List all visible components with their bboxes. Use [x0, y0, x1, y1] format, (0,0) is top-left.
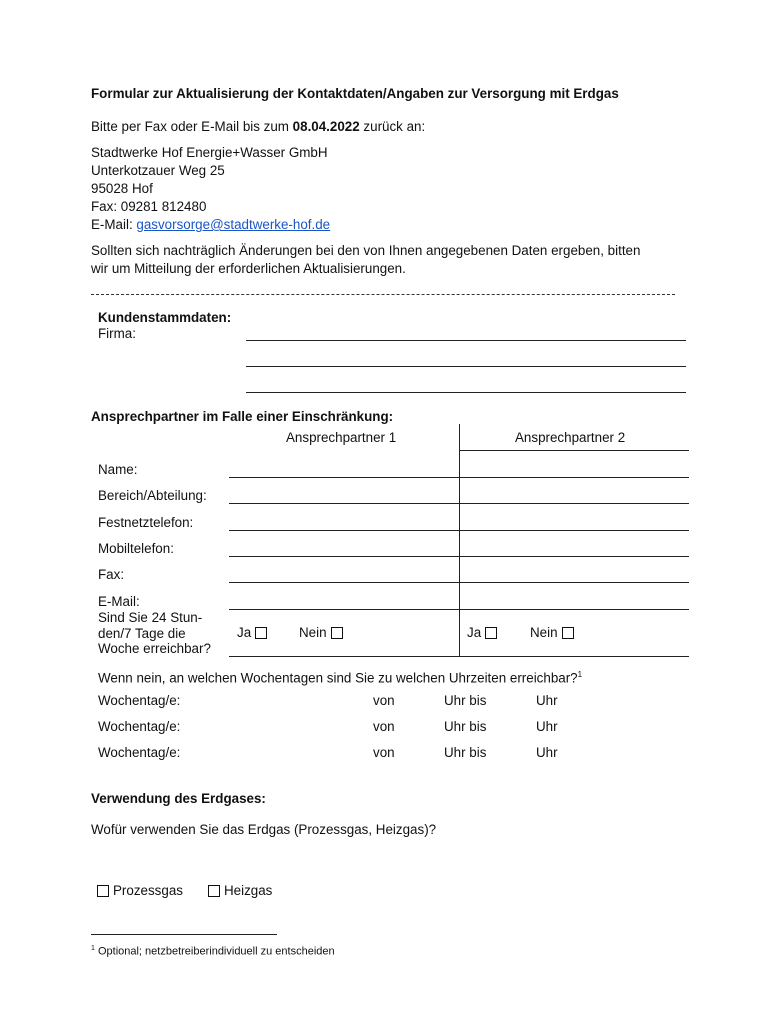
- firma-field-1[interactable]: [246, 340, 686, 341]
- time-unit-label-2: Uhr: [536, 719, 558, 734]
- footnote: [91, 942, 335, 959]
- firma-field-2[interactable]: [246, 366, 686, 367]
- contact-2-fax-field[interactable]: [459, 582, 689, 583]
- availability-question-text: Wenn nein, an welchen Wochentagen sind Sie zu welchen Uhrzeiten erreichbar?: [98, 670, 578, 686]
- process-gas-checkbox[interactable]: [97, 885, 109, 897]
- page-title: Formular zur Aktualisierung der Kontaktdaten/Angaben zur Versorgung mit Erdgas: [91, 86, 619, 101]
- row-label-fax: Fax:: [98, 567, 125, 582]
- contact-1-yes-checkbox[interactable]: [255, 627, 267, 639]
- time-unit-label-1: Uhr: [536, 693, 558, 708]
- option-heating-gas[interactable]: [208, 883, 272, 899]
- reach-label-line-1: Sind Sie 24 Stun-: [98, 610, 203, 625]
- contact-2-yes-checkbox[interactable]: [485, 627, 497, 639]
- contact-1-fax-field[interactable]: [229, 582, 459, 583]
- contact-1-department-field[interactable]: [229, 503, 459, 504]
- weekday-label-3: Wochentag/e:: [98, 745, 181, 760]
- contact-1-no-option[interactable]: [299, 625, 343, 641]
- notice-line-1: Sollten sich nachträglich Änderungen bei den von Ihnen angegebenen Daten ergeben, bitten: [91, 243, 641, 258]
- contact-1-yes-option[interactable]: [237, 625, 267, 641]
- footnote-text: Optional; netzbetreiberindividuell zu entscheiden: [94, 945, 335, 958]
- heating-gas-label: Heizgas: [224, 883, 273, 898]
- reach-label-line-3: Woche erreichbar?: [98, 641, 211, 656]
- row-label-department: Bereich/Abteilung:: [98, 488, 207, 503]
- contact-1-mobile-field[interactable]: [229, 556, 459, 557]
- row-label-mobile: Mobiltelefon:: [98, 541, 174, 556]
- until-label-1: Uhr bis: [444, 693, 487, 708]
- contact-2-landline-field[interactable]: [459, 530, 689, 531]
- contact-2-department-field[interactable]: [459, 503, 689, 504]
- address-city: 95028 Hof: [91, 181, 153, 196]
- row-label-name: Name:: [98, 462, 138, 477]
- reach-label-line-2: den/7 Tage die: [98, 626, 186, 641]
- no-label: Nein: [299, 625, 327, 640]
- footnote-separator: [91, 934, 277, 935]
- yes-label: Ja: [467, 625, 482, 640]
- no-label: Nein: [530, 625, 558, 640]
- footnote-reference: 1: [577, 670, 583, 679]
- email-label: E-Mail:: [91, 217, 137, 232]
- address-email-line: [91, 217, 330, 233]
- intro-prefix: Bitte per Fax oder E-Mail bis zum: [91, 119, 293, 134]
- contact-2-yes-option[interactable]: [467, 625, 497, 641]
- notice-line-2: wir um Mitteilung der erforderlichen Aktualisierungen.: [91, 261, 406, 276]
- contact-2-email-field[interactable]: [459, 609, 689, 610]
- contact-2-name-field[interactable]: [459, 477, 689, 478]
- from-label-3: von: [373, 745, 395, 760]
- separator-line: [91, 294, 675, 295]
- customer-heading: Kundenstammdaten:: [98, 310, 232, 325]
- availability-question: [98, 667, 582, 686]
- option-process-gas[interactable]: [97, 883, 183, 899]
- contact-1-name-field[interactable]: [229, 477, 459, 478]
- row-label-landline: Festnetztelefon:: [98, 515, 194, 530]
- column-divider: [459, 424, 460, 656]
- contact-2-mobile-field[interactable]: [459, 556, 689, 557]
- contact-1-header: Ansprechpartner 1: [286, 430, 397, 445]
- contact-1-no-checkbox[interactable]: [331, 627, 343, 639]
- yes-label: Ja: [237, 625, 252, 640]
- until-label-3: Uhr bis: [444, 745, 487, 760]
- intro-line: [91, 119, 425, 135]
- time-unit-label-3: Uhr: [536, 745, 558, 760]
- email-link[interactable]: gasvorsorge@stadtwerke-hof.de: [136, 217, 331, 232]
- intro-suffix: zurück an:: [359, 119, 426, 134]
- usage-question: Wofür verwenden Sie das Erdgas (Prozessgas, Heizgas)?: [91, 822, 437, 837]
- contact-2-no-option[interactable]: [530, 625, 574, 641]
- header-underline: [459, 450, 689, 451]
- from-label-1: von: [373, 693, 395, 708]
- firma-field-3[interactable]: [246, 392, 686, 393]
- contact-1-landline-field[interactable]: [229, 530, 459, 531]
- weekday-label-2: Wochentag/e:: [98, 719, 181, 734]
- address-fax: Fax: 09281 812480: [91, 199, 207, 214]
- until-label-2: Uhr bis: [444, 719, 487, 734]
- heating-gas-checkbox[interactable]: [208, 885, 220, 897]
- contact-1-email-field[interactable]: [229, 609, 459, 610]
- address-street: Unterkotzauer Weg 25: [91, 163, 225, 178]
- deadline-date: 08.04.2022: [292, 119, 360, 134]
- usage-heading: Verwendung des Erdgases:: [91, 791, 266, 806]
- firma-label: Firma:: [98, 326, 136, 341]
- row-label-email: E-Mail:: [98, 594, 140, 609]
- contacts-heading: Ansprechpartner im Falle einer Einschränkung:: [91, 409, 394, 424]
- contact-2-no-checkbox[interactable]: [562, 627, 574, 639]
- process-gas-label: Prozessgas: [113, 883, 183, 898]
- address-company: Stadtwerke Hof Energie+Wasser GmbH: [91, 145, 328, 160]
- contact-2-header: Ansprechpartner 2: [515, 430, 626, 445]
- weekday-label-1: Wochentag/e:: [98, 693, 181, 708]
- contacts-table-bottom: [229, 656, 689, 657]
- from-label-2: von: [373, 719, 395, 734]
- footnote-mark: 1: [91, 945, 95, 952]
